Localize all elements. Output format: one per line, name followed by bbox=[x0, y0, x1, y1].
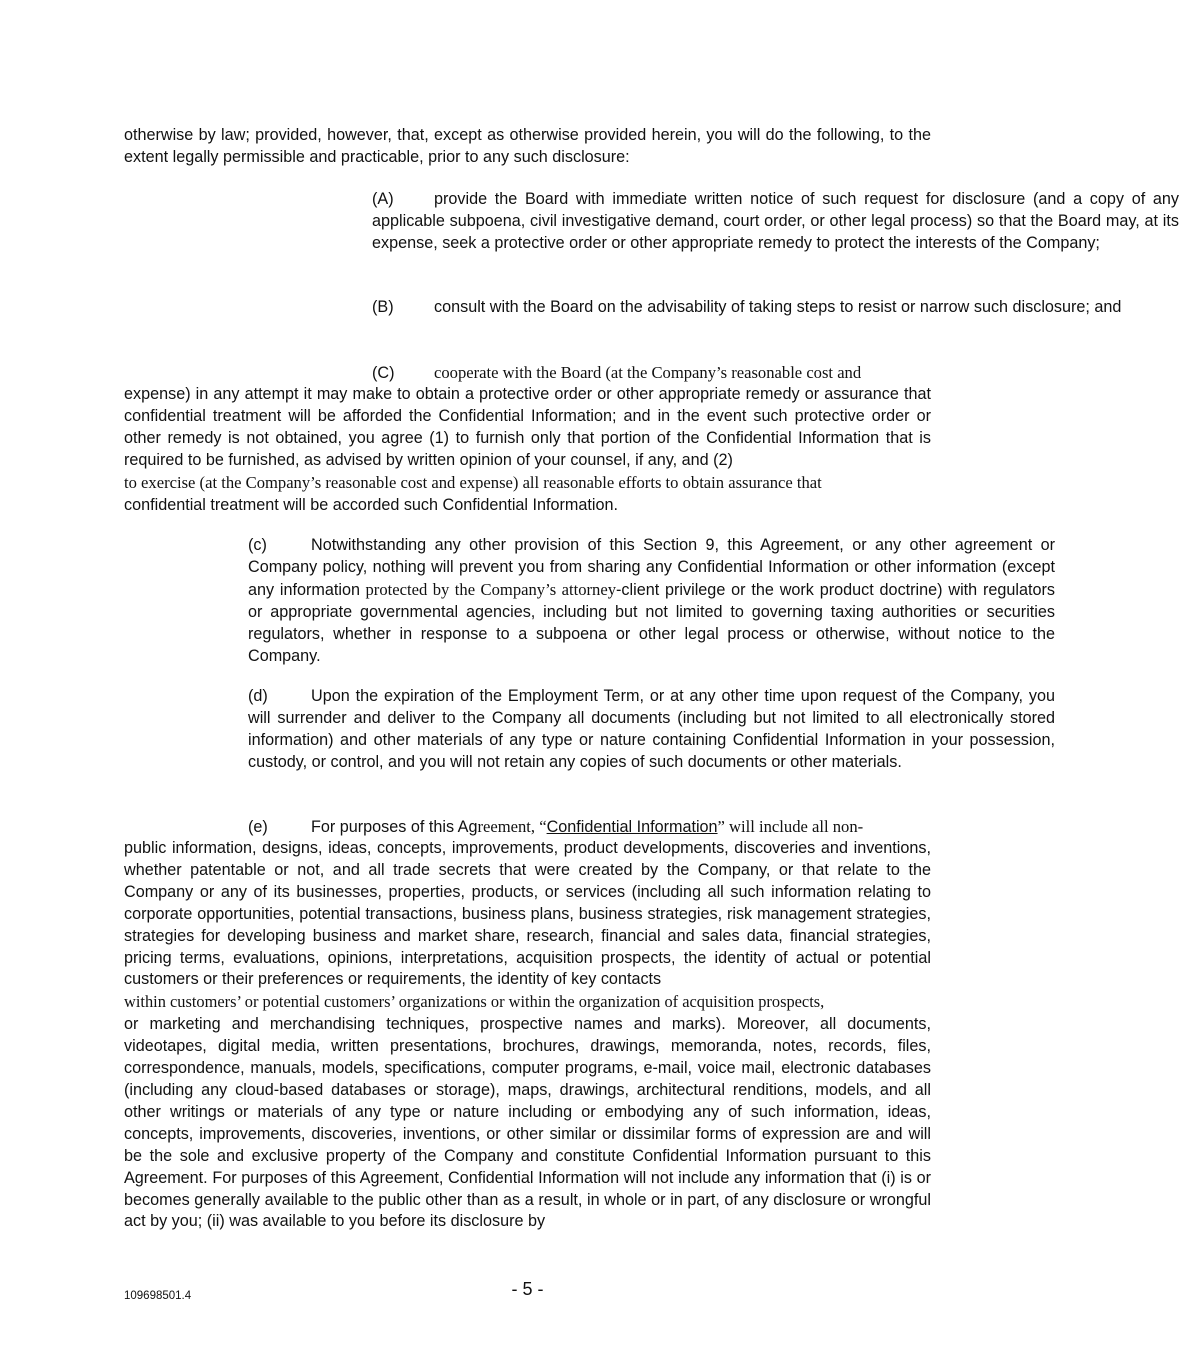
page-number: - 5 - bbox=[511, 1279, 544, 1299]
item-c-text-4: confidential treatment will be accorded such Confidential Information. bbox=[124, 495, 618, 514]
item-c-text-1: cooperate with the Board (at the Company’s reasonable cost and bbox=[434, 363, 862, 382]
section-e-text-4: public information, designs, ideas, concepts, improvements, product developments, discoveries and inventions, whether patentable or not, and all trade secrets that were created by the Company, or that relate to the Company or any of its businesses, properties, products, or services (including all such information relating to corporate opportunities, potential transactions, business plans, business strategies, risk management strategies, strategies for developing business and market share, research, financial and sales data, financial strategies, pricing terms, evaluations, opinions, interpretations, acquisition prospects, the identity of actual or potential customers or their preferences or requirements, the identity of key contacts bbox=[124, 839, 931, 989]
section-c-paragraph bbox=[124, 535, 1055, 667]
item-c-text-3: to exercise (at the Company’s reasonable cost and expense) all reasonable efforts to obtain assurance that bbox=[124, 472, 822, 492]
section-e-text-3: ” will include all non- bbox=[717, 817, 864, 836]
section-c-text-1: Notwithstanding any other provision of this Section 9, this Agreement, or any other agreement or Company policy, nothing will prevent you from sharing any Confidential Information or other information (except any information bbox=[248, 536, 1055, 599]
item-b-text: consult with the Board on the advisability of taking steps to resist or narrow such disclosure; and bbox=[434, 298, 1122, 316]
section-e-text-6: or marketing and merchandising techniques, prospective names and marks). Moreover, all documents, videotapes, digital media, written presentations, brochures, drawings, memoranda, notes, records, files, correspondence, manuals, models, specifications, computer programs, e-mail, voice mail, electronic databases (including any cloud-based databases or storage), maps, drawings, architectural renditions, models, and all other writings or materials of any type or nature including or embodying any of such information, ideas, concepts, improvements, discoveries, inventions, or other similar or dissimilar forms of expression are and will be the sole and exclusive property of the Company and constitute Confidential Information pursuant to this Agreement. For purposes of this Agreement, Confidential Information will not include any information that (i) is or becomes generally available to the public other than as a result, in whole or in part, of any disclosure or wrongful act by you; (ii) was available to you before its disclosure by bbox=[124, 1015, 931, 1231]
section-d-label: (d) bbox=[248, 687, 268, 705]
section-d-paragraph bbox=[124, 686, 1055, 774]
section-c-label: (c) bbox=[248, 536, 267, 554]
item-b-label: (B) bbox=[372, 298, 394, 316]
section-c-text-2: protected by the Company’s attorney bbox=[360, 579, 617, 599]
item-b-paragraph bbox=[124, 297, 1179, 319]
section-c-text-3: -client privilege or the work product doctrine) with regulators or appropriate governmental agencies, including but not limited to governing taxing authorities or securities regulators, whether in response to a subpoena or other legal process or otherwise, without notice to the Company. bbox=[248, 580, 1055, 665]
section-e-continuation bbox=[124, 838, 931, 1233]
item-a-text: provide the Board with immediate written notice of such request for disclosure (and a copy of any applicable subpoena, civil investigative demand, court order, or other legal process) so that the Board may, at its expense, seek a protective order or other appropriate remedy to protect the interests of the Company; bbox=[372, 190, 1179, 252]
section-e-text-5: within customers’ or potential customers’ organizations or within the organization of acquisition prospects, bbox=[124, 992, 825, 1012]
item-c-text-2: expense) in any attempt it may make to obtain a protective order or other appropriate remedy or assurance that confidential treatment will be afforded the Confidential Information; and in the event such protective order or other remedy is not obtained, you agree (1) to furnish only that portion of the Confidential Information that is required to be furnished, as advised by written opinion of your counsel, if any, and (2) bbox=[124, 385, 931, 469]
section-e-paragraph bbox=[124, 816, 1055, 839]
item-c-continuation bbox=[124, 384, 931, 516]
defined-term-confidential-information: Confidential Information bbox=[546, 818, 718, 836]
item-a-label: (A) bbox=[372, 190, 394, 208]
section-e-text-2: reement, “ bbox=[477, 817, 547, 836]
item-a-paragraph bbox=[124, 189, 1179, 255]
intro-paragraph: otherwise by law; provided, however, that, except as otherwise provided herein, you will do the following, to the extent legally permissible and practicable, prior to any such disclosure: bbox=[124, 126, 931, 166]
item-c-paragraph bbox=[124, 362, 1179, 385]
section-e-label: (e) bbox=[248, 818, 268, 836]
document-id: 109698501.4 bbox=[124, 1290, 192, 1302]
item-c-label: (C) bbox=[372, 364, 395, 382]
section-d-text: Upon the expiration of the Employment Term, or at any other time upon request of the Company, you will surrender and deliver to the Company all documents (including but not limited to all electronically stored information) and other materials of any type or nature containing Confidential Information in your possession, custody, or control, and you will not retain any copies of such documents or other materials. bbox=[248, 687, 1055, 771]
section-e-text-1: For purposes of this Ag bbox=[311, 818, 478, 836]
